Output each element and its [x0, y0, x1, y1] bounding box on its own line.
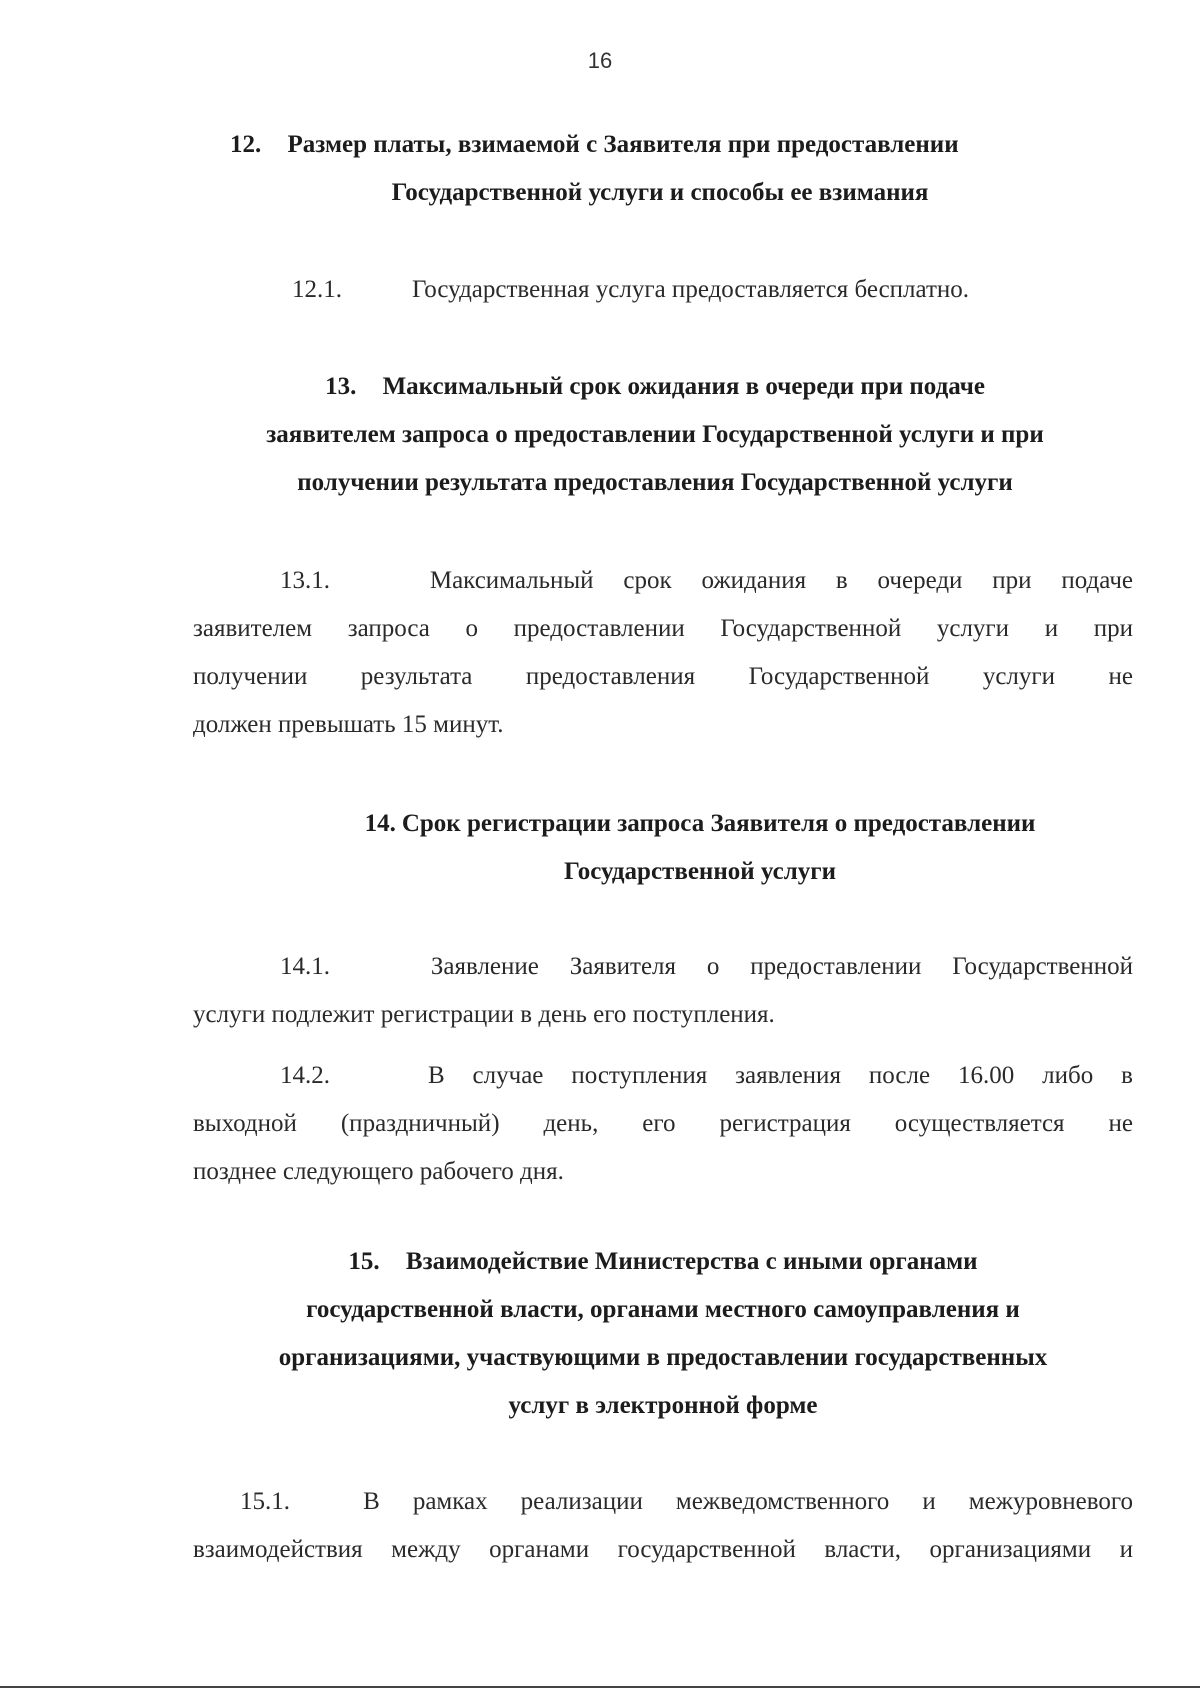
paragraph-number: 13.1. — [280, 567, 330, 594]
paragraph — [292, 266, 1092, 314]
paragraph-text: В рамках реализации межведомственного и межуровневого — [363, 1488, 1134, 1515]
paragraph-line: выходной (праздничный) день, его регистрация осуществляется не — [193, 1110, 1133, 1137]
paragraph-line: получении результата предоставления Государственной услуги не — [193, 663, 1133, 690]
heading-text: Максимальный срок ожидания в очереди при подаче — [382, 373, 985, 400]
section-heading — [230, 121, 1090, 217]
paragraph-number: 12.1. — [292, 276, 342, 303]
heading-line — [230, 121, 1090, 169]
heading-number: 13. — [325, 373, 357, 400]
heading-line: получении результата предоставления Государственной услуги — [297, 469, 1013, 496]
paragraph-line — [292, 266, 1092, 314]
section-heading — [193, 1238, 1133, 1430]
paragraph-line: позднее следующего рабочего дня. — [193, 1158, 564, 1185]
heading-number: 14. — [364, 810, 396, 837]
paragraph-number: 14.2. — [280, 1062, 330, 1089]
heading-line — [190, 363, 1120, 411]
paragraph-line: услуги подлежит регистрации в день его поступления. — [193, 1001, 775, 1028]
paragraph — [193, 1052, 1133, 1196]
paragraph-line: взаимодействия между органами государственной власти, организациями и — [193, 1536, 1133, 1563]
paragraph-line: заявителем запроса о предоставлении Государственной услуги и при — [193, 615, 1133, 642]
section-heading — [290, 800, 1110, 896]
heading-line: государственной власти, органами местного самоуправления и — [306, 1296, 1020, 1323]
heading-line: услуг в электронной форме — [508, 1392, 818, 1419]
paragraph-line: должен превышать 15 минут. — [193, 711, 504, 738]
paragraph-line — [193, 943, 1133, 991]
page-number: 16 — [587, 48, 613, 73]
heading-text: Взаимодействие Министерства с иными органами — [405, 1248, 978, 1275]
paragraph-line — [193, 1052, 1133, 1100]
paragraph-number: 15.1. — [240, 1488, 290, 1515]
paragraph-line — [193, 557, 1133, 605]
heading-line — [193, 1238, 1133, 1286]
heading-line: Государственной услуги и способы ее взимания — [391, 179, 929, 206]
paragraph — [193, 943, 1133, 1039]
heading-line: Государственной услуги — [564, 858, 836, 885]
heading-number: 15. — [348, 1248, 380, 1275]
paragraph-text: Максимальный срок ожидания в очереди при подаче — [429, 567, 1133, 594]
heading-text: Размер платы, взимаемой с Заявителя при предоставлении — [287, 131, 959, 158]
paragraph-text: Заявление Заявителя о предоставлении Государственной — [430, 953, 1133, 980]
paragraph-text: Государственная услуга предоставляется бесплатно. — [412, 276, 970, 303]
heading-number: 12. — [230, 131, 262, 158]
paragraph — [193, 1478, 1133, 1574]
paragraph-number: 14.1. — [280, 953, 330, 980]
paragraph — [193, 557, 1133, 749]
heading-text: Срок регистрации запроса Заявителя о предоставлении — [401, 810, 1036, 837]
heading-line: заявителем запроса о предоставлении Государственной услуги и при — [266, 421, 1044, 448]
bottom-rule — [0, 1686, 1200, 1688]
heading-line — [290, 800, 1110, 848]
paragraph-text: В случае поступления заявления после 16.00 либо в — [427, 1062, 1133, 1089]
heading-line: организациями, участвующими в предоставлении государственных — [278, 1344, 1048, 1371]
paragraph-line — [193, 1478, 1133, 1526]
section-heading — [190, 363, 1120, 507]
